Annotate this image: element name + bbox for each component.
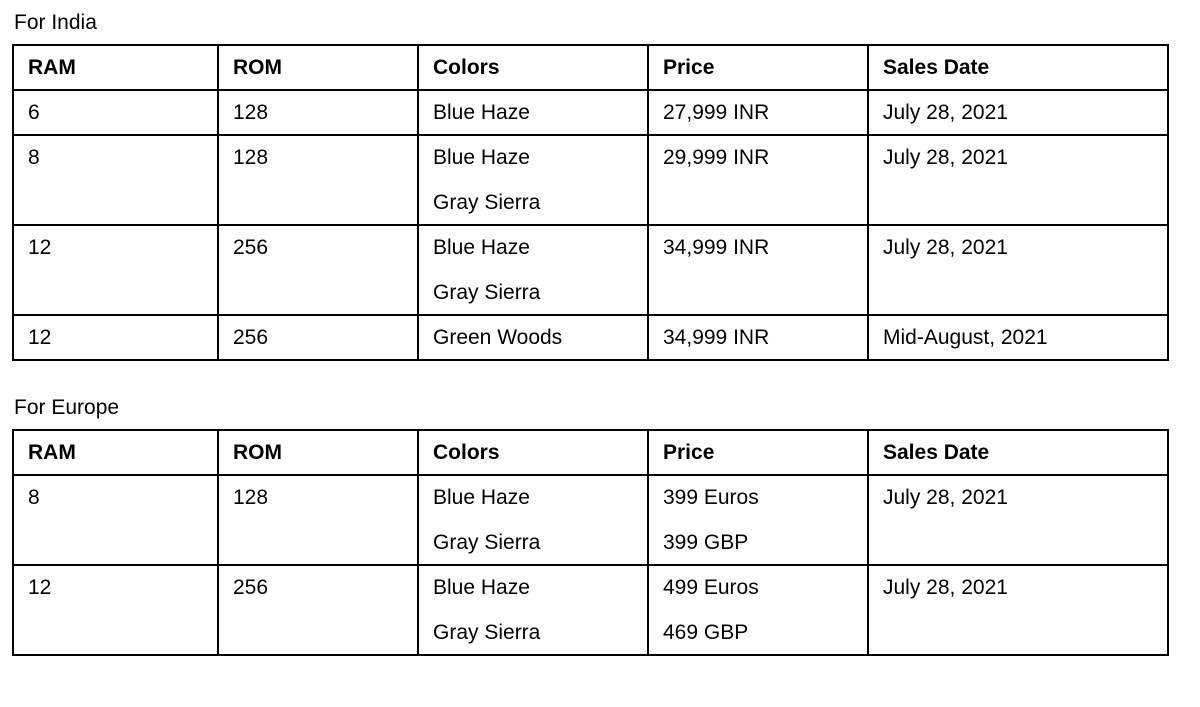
price-value: 499 Euros: [663, 576, 759, 599]
cell-price: [648, 135, 868, 225]
column-header-ram: RAM: [13, 430, 218, 475]
price-value: 399 GBP: [663, 531, 749, 554]
pricing-table-india: [12, 44, 1169, 361]
section-spacer: [0, 361, 1200, 395]
color-value: Blue Haze: [433, 576, 530, 599]
price-value: 29,999 INR: [663, 146, 770, 169]
price-value: 34,999 INR: [663, 236, 770, 259]
cell-rom: 256: [218, 565, 418, 655]
column-header-colors: Colors: [418, 45, 648, 90]
table-row: [13, 475, 1168, 565]
cell-ram: 12: [13, 315, 218, 360]
cell-sales-date: July 28, 2021: [868, 225, 1168, 315]
cell-price: [648, 225, 868, 315]
table-row: [13, 225, 1168, 315]
table-row: [13, 315, 1168, 360]
color-value: Gray Sierra: [433, 531, 541, 554]
cell-price: [648, 315, 868, 360]
cell-sales-date: Mid-August, 2021: [868, 315, 1168, 360]
cell-ram: 8: [13, 135, 218, 225]
cell-sales-date: July 28, 2021: [868, 565, 1168, 655]
column-header-sales-date: Sales Date: [868, 45, 1168, 90]
cell-price: [648, 565, 868, 655]
cell-colors: [418, 90, 648, 135]
cell-rom: 128: [218, 135, 418, 225]
cell-price: [648, 475, 868, 565]
cell-ram: 6: [13, 90, 218, 135]
cell-rom: 128: [218, 475, 418, 565]
cell-colors: [418, 315, 648, 360]
color-value: Gray Sierra: [433, 621, 541, 644]
column-header-price: Price: [648, 430, 868, 475]
table-row: [13, 565, 1168, 655]
table-row: [13, 135, 1168, 225]
section-title-europe: For Europe: [14, 396, 120, 419]
table-row: [13, 90, 1168, 135]
column-header-rom: ROM: [218, 45, 418, 90]
cell-ram: 12: [13, 225, 218, 315]
cell-ram: 12: [13, 565, 218, 655]
color-value: Blue Haze: [433, 236, 530, 259]
cell-rom: 256: [218, 315, 418, 360]
cell-colors: [418, 135, 648, 225]
cell-sales-date: July 28, 2021: [868, 135, 1168, 225]
cell-colors: [418, 225, 648, 315]
column-header-colors: Colors: [418, 430, 648, 475]
cell-ram: 8: [13, 475, 218, 565]
column-header-price: Price: [648, 45, 868, 90]
cell-rom: 256: [218, 225, 418, 315]
column-header-rom: ROM: [218, 430, 418, 475]
color-value: Green Woods: [433, 326, 563, 349]
pricing-table-europe: [12, 429, 1169, 656]
price-value: 399 Euros: [663, 486, 759, 509]
section-title-india: For India: [14, 11, 97, 34]
cell-price: [648, 90, 868, 135]
price-value: 34,999 INR: [663, 326, 770, 349]
price-value: 27,999 INR: [663, 101, 770, 124]
cell-colors: [418, 565, 648, 655]
column-header-sales-date: Sales Date: [868, 430, 1168, 475]
price-value: 469 GBP: [663, 621, 749, 644]
cell-colors: [418, 475, 648, 565]
cell-sales-date: July 28, 2021: [868, 90, 1168, 135]
cell-sales-date: July 28, 2021: [868, 475, 1168, 565]
table-header-row: [13, 430, 1168, 475]
color-value: Blue Haze: [433, 486, 530, 509]
column-header-ram: RAM: [13, 45, 218, 90]
color-value: Blue Haze: [433, 146, 530, 169]
cell-rom: 128: [218, 90, 418, 135]
color-value: Gray Sierra: [433, 191, 541, 214]
table-header-row: [13, 45, 1168, 90]
color-value: Blue Haze: [433, 101, 530, 124]
color-value: Gray Sierra: [433, 281, 541, 304]
